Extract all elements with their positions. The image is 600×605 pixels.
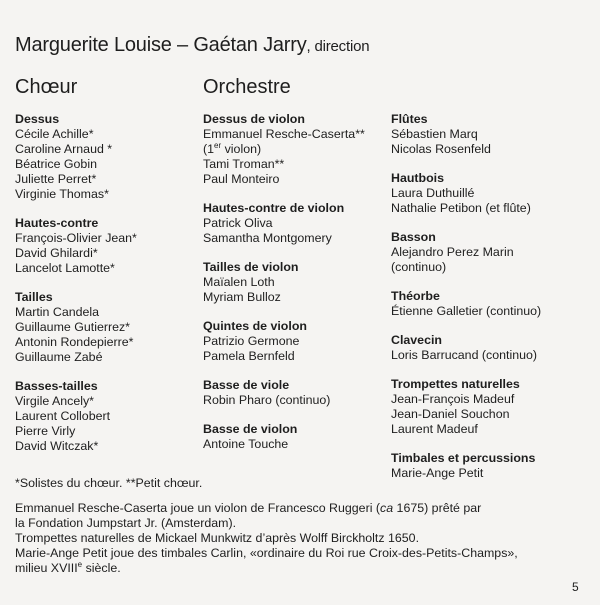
orchestre-heading: Orchestre <box>203 76 291 98</box>
group-heading: Dessus de violon <box>203 112 305 126</box>
member: Sébastien Marq <box>391 127 478 141</box>
group-heading: Timbales et percussions <box>391 451 536 465</box>
group-quintes-de-violon <box>203 319 365 364</box>
member: Loris Barrucand (continuo) <box>391 348 538 362</box>
group-heading: Trompettes naturelles <box>391 377 520 391</box>
violin-note-line: Emmanuel Resche-Caserta joue un violon de Francesco Ruggeri (ca 1675) prêté par <box>15 501 482 515</box>
group-heading: Flûtes <box>391 112 428 126</box>
group-heading: Basse de violon <box>203 422 298 436</box>
member: David Witczak* <box>15 439 99 453</box>
member: Juliette Perret* <box>15 172 97 186</box>
group-dessus-de-violon <box>203 112 365 187</box>
group-dessus <box>15 112 137 202</box>
member: Maïalen Loth <box>203 275 275 289</box>
group-hautes-contre <box>15 216 137 276</box>
member: Samantha Montgomery <box>203 231 332 245</box>
group-heading: Tailles <box>15 290 53 304</box>
member: Antoine Touche <box>203 437 289 451</box>
group-theorbe <box>391 289 541 319</box>
orchestre-column-right <box>391 112 541 495</box>
member: Paul Monteiro <box>203 172 280 186</box>
member: Pamela Bernfeld <box>203 349 295 363</box>
group-heading: Basson <box>391 230 436 244</box>
timbales-note-line: milieu XVIIIe siècle. <box>15 559 121 575</box>
group-heading: Quintes de violon <box>203 319 307 333</box>
page-title <box>15 34 369 57</box>
member: Laurent Collobert <box>15 409 111 423</box>
notes-block <box>15 476 585 576</box>
member: Virginie Thomas* <box>15 187 109 201</box>
member: Cécile Achille* <box>15 127 94 141</box>
soloists-note: *Solistes du chœur. **Petit chœur. <box>15 476 203 490</box>
group-heading: Hautes-contre <box>15 216 99 230</box>
group-hautbois <box>391 171 541 216</box>
member: Patrizio Germone <box>203 334 300 348</box>
title-main: Marguerite Louise – Gaétan Jarry <box>15 34 307 56</box>
group-basse-de-violon <box>203 422 365 452</box>
group-heading: Hautes-contre de violon <box>203 201 345 215</box>
group-heading: Hautbois <box>391 171 445 185</box>
member: Marie-Ange Petit <box>391 466 484 480</box>
member: Caroline Arnaud * <box>15 142 113 156</box>
choeur-heading: Chœur <box>15 76 78 98</box>
page-number: 5 <box>572 580 579 594</box>
member: Laurent Madeuf <box>391 422 478 436</box>
title-sub: , direction <box>306 38 370 55</box>
member: David Ghilardi* <box>15 246 98 260</box>
group-tailles <box>15 290 137 365</box>
group-hautes-contre-de-violon <box>203 201 365 246</box>
choeur-column <box>15 112 137 468</box>
member: Étienne Galletier (continuo) <box>391 304 542 318</box>
member: Nathalie Petibon (et flûte) <box>391 201 531 215</box>
member: Guillaume Gutierrez* <box>15 320 131 334</box>
group-heading: Tailles de violon <box>203 260 299 274</box>
member: Alejandro Perez Marin <box>391 245 514 259</box>
member: Robin Pharo (continuo) <box>203 393 331 407</box>
member: Martin Candela <box>15 305 100 319</box>
violin-note-line: la Fondation Jumpstart Jr. (Amsterdam). <box>15 516 237 530</box>
group-heading: Dessus <box>15 112 60 126</box>
group-basson <box>391 230 541 275</box>
group-basse-de-viole <box>203 378 365 408</box>
orchestre-column-left <box>203 112 365 466</box>
member: (continuo) <box>391 260 447 274</box>
group-clavecin <box>391 333 541 363</box>
group-flutes <box>391 112 541 157</box>
group-heading: Basses-tailles <box>15 379 98 393</box>
member: Emmanuel Resche-Caserta** <box>203 127 365 141</box>
group-heading: Théorbe <box>391 289 440 303</box>
trumpets-note: Trompettes naturelles de Mickael Munkwitz d’après Wolff Birckholtz 1650. <box>15 531 420 545</box>
member: Antonin Rondepierre* <box>15 335 134 349</box>
member: Lancelot Lamotte* <box>15 261 115 275</box>
group-tailles-de-violon <box>203 260 365 305</box>
first-violin-note: (1er violon) <box>203 140 262 156</box>
member: Tami Troman** <box>203 157 285 171</box>
timbales-note-line: Marie-Ange Petit joue des timbales Carlin, «ordinaire du Roi rue Croix-des-Petits-Champs», <box>15 546 518 560</box>
member: Laura Duthuillé <box>391 186 475 200</box>
member: Myriam Bulloz <box>203 290 281 304</box>
member: Jean-Daniel Souchon <box>391 407 510 421</box>
member: Pierre Virly <box>15 424 76 438</box>
member: Nicolas Rosenfeld <box>391 142 491 156</box>
member: Béatrice Gobin <box>15 157 97 171</box>
group-heading: Basse de viole <box>203 378 290 392</box>
member: Guillaume Zabé <box>15 350 103 364</box>
member: Virgile Ancely* <box>15 394 94 408</box>
member: Patrick Oliva <box>203 216 273 230</box>
group-heading: Clavecin <box>391 333 442 347</box>
group-trompettes-naturelles <box>391 377 541 437</box>
group-basses-tailles <box>15 379 137 454</box>
member: François-Olivier Jean* <box>15 231 137 245</box>
member: Jean-François Madeuf <box>391 392 515 406</box>
